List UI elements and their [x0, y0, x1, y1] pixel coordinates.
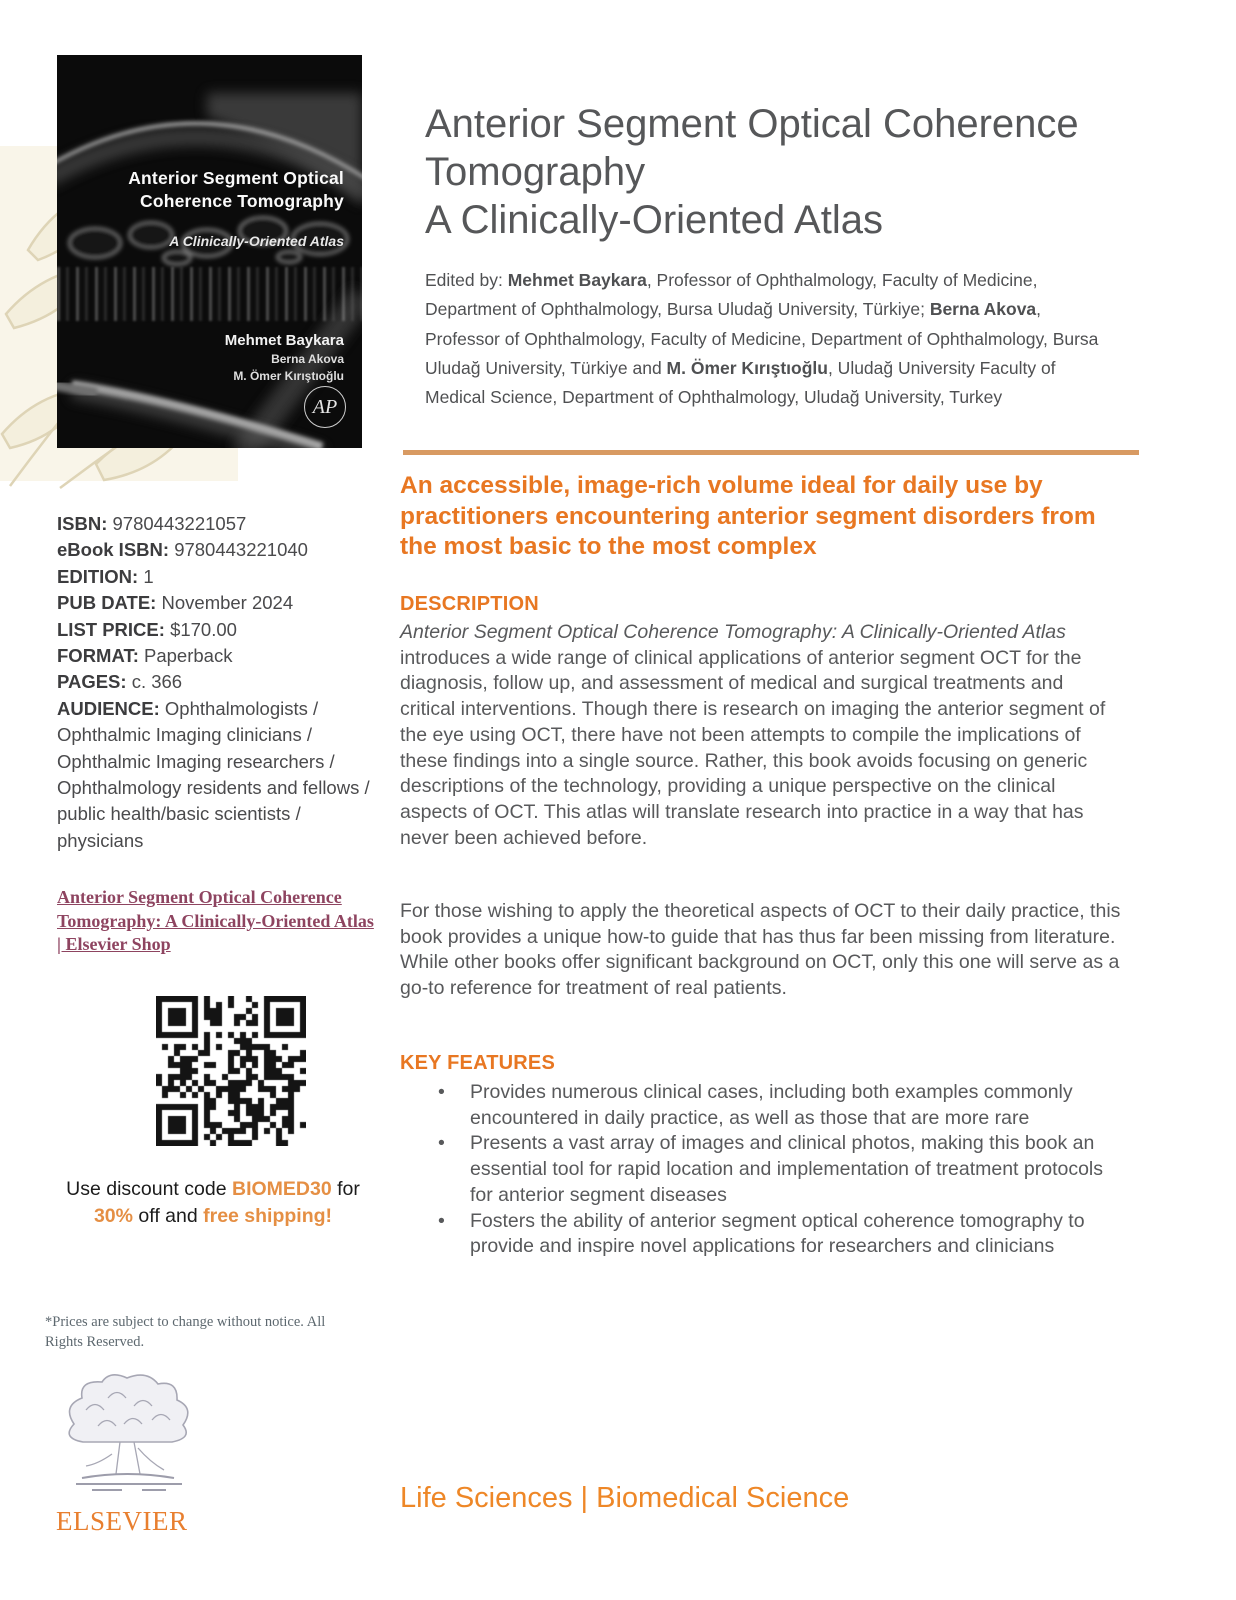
academic-press-logo: AP — [304, 386, 346, 428]
spec-isbn: ISBN: 9780443221057 — [57, 513, 247, 534]
page-title — [425, 100, 1125, 244]
cover-author: Berna Akova — [271, 352, 344, 366]
bullet-icon: • — [438, 1132, 445, 1155]
discount-offer: Use discount code BIOMED30 for 30% off and free shipping! — [66, 1178, 360, 1227]
qr-code — [156, 996, 306, 1146]
cover-title: Anterior Segment Optical Coherence Tomography — [128, 168, 344, 211]
spec-pages: PAGES: c. 366 — [57, 671, 183, 693]
elsevier-shop-link[interactable]: Anterior Segment Optical Coherence Tomography: A Clinically-Oriented Atlas | Elsevier Shop — [57, 887, 374, 954]
elsevier-tree-logo — [52, 1368, 202, 1508]
book-specs — [57, 511, 379, 854]
key-feature-item: • Provides numerous clinical cases, including both examples commonly encountered in daily practice, as well as those that are more rare — [434, 1080, 1124, 1131]
spec-format: FORMAT: Paperback — [57, 645, 233, 667]
key-features-list — [434, 1080, 1124, 1260]
oct-streak-band — [57, 267, 362, 321]
marketing-headline: An accessible, image-rich volume ideal for daily use by practitioners encountering anterior segment disorders from the most basic to the most complex — [400, 472, 1096, 560]
key-features-heading: KEY FEATURES — [400, 1052, 556, 1074]
spec-edition: EDITION: 1 — [57, 565, 154, 587]
qr-code-container — [153, 993, 309, 1154]
description-paragraph-1: Anterior Segment Optical Coherence Tomography: A Clinically-Oriented Atlas introduces a wide range of clinical applications of anterior segment OCT for the diagnosis, follow up, and assessment of medical and surgical treatments and critical interventions. Though there is research on imaging the anterior segment of the eye using OCT, there have not been attempts to compile the implications of these findings into a single source. Rather, this book avoids focusing on generic descriptions of the technology, providing a unique perspective on the clinical aspects of OCT. This atlas will translate research into practice in a way that has never been achieved before. — [400, 621, 1106, 849]
spec-pub-date: PUB DATE: November 2024 — [57, 592, 294, 614]
cover-subtitle: A Clinically-Oriented Atlas — [169, 233, 344, 249]
price-disclaimer: *Prices are subject to change without notice. All Rights Reserved. — [45, 1314, 326, 1350]
key-feature-item: • Presents a vast array of images and clinical photos, making this book an essential tool for rapid location and implementation of treatment protocols for anterior segment diseases — [434, 1131, 1124, 1208]
book-title: Anterior Segment Optical Coherence Tomography — [425, 102, 1079, 194]
cover-authors — [124, 331, 344, 385]
bullet-icon: • — [438, 1209, 445, 1232]
key-feature-item: • Fosters the ability of anterior segment optical coherence tomography to provide and inspire novel applications for researchers and clinicians — [434, 1209, 1124, 1260]
cover-author: Mehmet Baykara — [224, 332, 344, 349]
edited-by: Edited by: Mehmet Baykara, Professor of Ophthalmology, Faculty of Medicine, Department of Ophthalmology, Bursa Uludağ University, Türkiye; Berna Akova, Professor of Ophthalmology, Faculty of Medicine, Department of Ophthalmology, Bursa Uludağ University, Türkiye and M. Ömer Kırıştıoğlu, Uludağ University Faculty of Medical Science, Department of Ophthalmology, Uludağ University, Turkey — [425, 270, 1099, 408]
description-paragraph-2: For those wishing to apply the theoretical aspects of OCT to their daily practice, this book provides a unique how-to guide that has thus far been missing from literature. While other books offer significant background on OCT, only this one will serve as a go-to reference for treatment of real patients. — [400, 900, 1121, 1000]
bullet-icon: • — [438, 1081, 445, 1103]
orange-divider — [403, 450, 1139, 455]
spec-audience: AUDIENCE: Ophthalmologists / Ophthalmic Imaging clinicians / Ophthalmic Imaging researchers / Ophthalmology residents and fellows / public health/basic scientists / physicians — [57, 697, 370, 851]
spec-ebook-isbn: eBook ISBN: 9780443221040 — [57, 539, 308, 561]
description-heading: DESCRIPTION — [400, 593, 539, 615]
book-subtitle: A Clinically-Oriented Atlas — [425, 198, 883, 242]
spec-list-price: LIST PRICE: $170.00 — [57, 618, 237, 640]
book-cover-image — [57, 55, 362, 448]
cover-author: M. Ömer Kırıştıoğlu — [233, 369, 344, 383]
subject-tagline: Life Sciences | Biomedical Science — [400, 1482, 850, 1514]
elsevier-wordmark: ELSEVIER — [56, 1506, 188, 1536]
